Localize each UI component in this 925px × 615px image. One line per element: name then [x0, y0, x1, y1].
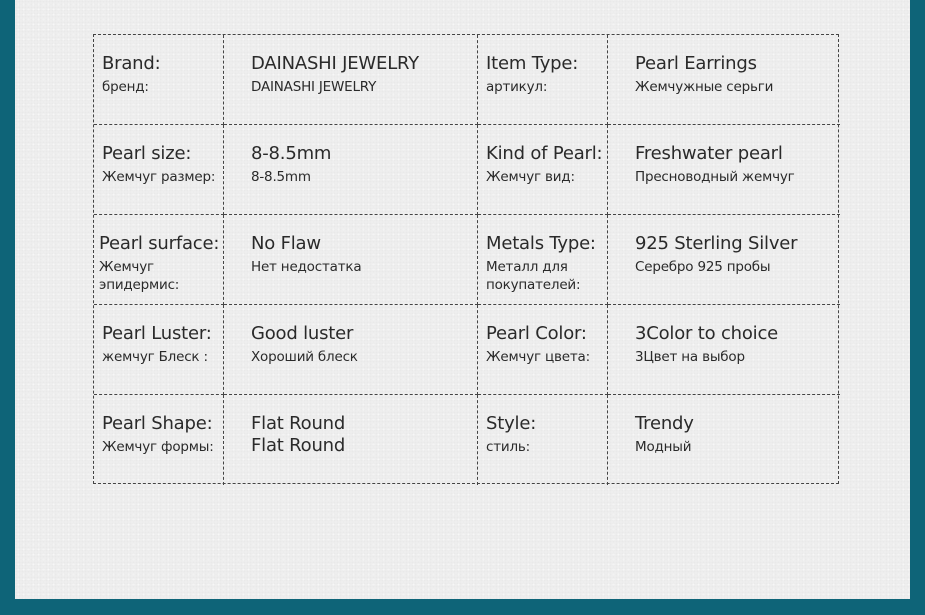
label-cell-item-type	[478, 35, 608, 125]
label-en: Kind of Pearl:	[486, 143, 603, 164]
value-en: Good luster	[251, 323, 354, 344]
label-ru: артикул:	[486, 79, 548, 95]
label-cell-brand	[94, 35, 224, 125]
label-en: Pearl Luster:	[102, 323, 212, 344]
value-cell-pearl-shape	[224, 395, 478, 485]
value-ru: Flat Round	[251, 435, 346, 456]
value-cell-pearl-luster	[224, 305, 478, 395]
content-panel	[15, 0, 910, 599]
label-en: Pearl surface:	[99, 233, 220, 254]
label-cell-metals-type	[478, 215, 608, 305]
value-ru: Нет недостатка	[251, 259, 362, 275]
spec-table	[93, 34, 839, 484]
label-en: Pearl Shape:	[102, 413, 213, 434]
value-ru: DAINASHI JEWELRY	[251, 79, 377, 95]
value-en: Pearl Earrings	[635, 53, 757, 74]
value-en: Flat Round	[251, 413, 346, 434]
label-ru: Жемчуг цвета:	[486, 349, 590, 365]
label-ru: стиль:	[486, 439, 530, 455]
value-cell-metals-type	[608, 215, 840, 305]
label-ru: Жемчуг эпидермис:	[99, 259, 180, 293]
label-en: Style:	[486, 413, 537, 434]
label-cell-pearl-size	[94, 125, 224, 215]
label-cell-style	[478, 395, 608, 485]
label-ru: жемчуг Блеск :	[102, 349, 208, 365]
value-en: 3Color to choice	[635, 323, 779, 344]
label-en: Item Type:	[486, 53, 579, 74]
value-ru: Жемчужные серьги	[635, 79, 774, 95]
label-cell-pearl-color	[478, 305, 608, 395]
value-cell-pearl-surface	[224, 215, 478, 305]
label-ru: Жемчуг вид:	[486, 169, 575, 185]
label-ru: Жемчуг размер:	[102, 169, 216, 185]
value-ru: 8-8.5mm	[251, 169, 311, 185]
value-ru: Модный	[635, 439, 692, 455]
value-en: No Flaw	[251, 233, 321, 254]
value-ru: Хороший блеск	[251, 349, 358, 365]
value-en: Freshwater pearl	[635, 143, 783, 164]
label-ru: Жемчуг формы:	[102, 439, 214, 455]
value-cell-pearl-size	[224, 125, 478, 215]
value-cell-style	[608, 395, 840, 485]
value-ru: Пресноводный жемчуг	[635, 169, 795, 185]
value-ru: 3Цвет на выбор	[635, 349, 745, 365]
label-en: Brand:	[102, 53, 161, 74]
value-en: 8-8.5mm	[251, 143, 332, 164]
label-cell-kind-of-pearl	[478, 125, 608, 215]
label-en: Metals Type:	[486, 233, 596, 254]
value-cell-brand	[224, 35, 478, 125]
label-cell-pearl-surface	[94, 215, 224, 305]
label-en: Pearl Color:	[486, 323, 587, 344]
value-ru: Серебро 925 пробы	[635, 259, 771, 275]
label-cell-pearl-luster	[94, 305, 224, 395]
label-ru: Металл для покупателей:	[486, 259, 581, 293]
label-cell-pearl-shape	[94, 395, 224, 485]
value-en: 925 Sterling Silver	[635, 233, 798, 254]
value-cell-item-type	[608, 35, 840, 125]
value-cell-kind-of-pearl	[608, 125, 840, 215]
value-en: DAINASHI JEWELRY	[251, 53, 419, 74]
value-cell-pearl-color	[608, 305, 840, 395]
label-ru: бренд:	[102, 79, 149, 95]
value-en: Trendy	[635, 413, 694, 434]
label-en: Pearl size:	[102, 143, 192, 164]
